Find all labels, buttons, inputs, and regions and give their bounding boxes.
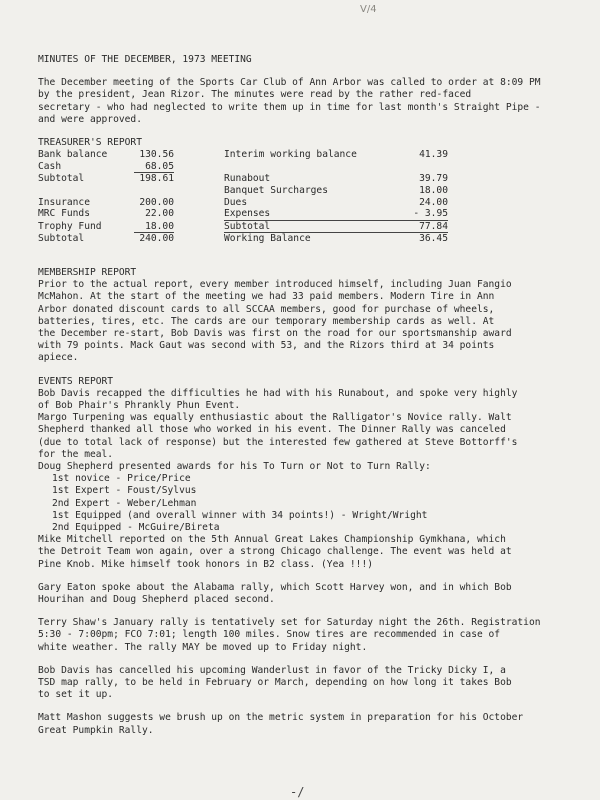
- membership-paragraph: Prior to the actual report, every member introduced himself, including Juan Fangio McMahon. At the start of the meeting we had 33 paid members. Modern Tire in Ann Arbor donated discount cards to all SCCAA members, good for purchase of wheels, batteries, tires, etc. The cards are our temporary membership cards as well. At the December re-start, Bob Davis was first on the road for our sportsmanship award with 79 points. Mack Gaut was second with 53, and the Rizors third at 34 points apiece.: [38, 279, 512, 364]
- treasurer-spacer: [174, 173, 224, 185]
- treasurer-right-value: - 3.95: [402, 208, 448, 220]
- wanderlust-paragraph: Bob Davis has cancelled his upcoming Wanderlust in favor of the Tricky Dicky I, a TSD map rally, to be held in February or March, depending on how long it takes Bob to set it up.: [38, 664, 512, 701]
- award-item: 1st Equipped (and overall winner with 34 points!) - Wright/Wright: [52, 509, 428, 521]
- treasurer-left-label: Bank balance: [38, 149, 108, 161]
- treasurer-spacer: [174, 149, 224, 161]
- treasurer-right-label: Runabout: [224, 173, 271, 185]
- treasurer-right-value: 18.00: [419, 185, 448, 196]
- treasurer-right-label: Banquet Surcharges: [224, 185, 328, 196]
- treasurer-left-value: 240.00: [139, 233, 174, 245]
- metric-paragraph: Matt Mashon suggests we brush up on the metric system in preparation for his October Great Pumpkin Rally.: [38, 712, 524, 736]
- treasurer-table: [38, 149, 448, 245]
- treasurer-right-value: 77.84: [402, 220, 448, 233]
- award-item: 1st novice - Price/Price: [52, 473, 191, 485]
- treasurer-left-value: 22.00: [145, 208, 174, 220]
- treasurer-spacer: [174, 161, 224, 173]
- treasurer-left-label: Subtotal: [38, 173, 85, 185]
- award-item: 2nd Equipped - McGuire/Bireta: [52, 522, 220, 534]
- awards-list: [38, 473, 598, 534]
- treasurer-left-value: 198.61: [139, 173, 174, 185]
- treasurer-left-value: 200.00: [139, 196, 174, 208]
- membership-heading: MEMBERSHIP REPORT: [38, 266, 137, 278]
- treasurer-right-label: Dues: [224, 196, 248, 208]
- treasurer-left-value: [134, 185, 174, 197]
- treasurer-row: [38, 220, 448, 233]
- treasurer-right-label: Subtotal: [224, 220, 402, 233]
- treasurer-spacer: [174, 208, 224, 220]
- treasurer-spacer: [174, 233, 224, 245]
- treasurer-right-label: Interim working balance: [224, 149, 357, 161]
- treasurer-right-value: 24.00: [419, 196, 448, 208]
- minutes-body: [38, 54, 598, 737]
- gymkhana-paragraph: Mike Mitchell reported on the 5th Annual Great Lakes Championship Gymkhana, which the Detroit Team won again, over a strong Chicago challenge. The event was held at Pine Knob. Mike himself took honors in B2 class. (Yea !!!): [38, 534, 512, 570]
- page-title: MINUTES OF THE DECEMBER, 1973 MEETING: [38, 54, 252, 65]
- page-mark: V/4: [360, 4, 377, 15]
- treasurer-right-value: 36.45: [419, 233, 448, 245]
- treasurer-row: [38, 185, 448, 197]
- award-item: 2nd Expert - Weber/Lehman: [52, 497, 197, 509]
- events-paragraph: Bob Davis recapped the difficulties he had with his Runabout, and spoke very highly of Bob Phair's Phrankly Phun Event. Margo Turpening was equally enthusiastic about the Ralligator's Novice rally. Walt Shepherd thanked all those who worked in his event. The Dinner Rally was canceled (due to total lack of response) but the interested few gathered at Steve Bottorff's for the meal. Doug Shepherd presented awards for his To Turn or Not to Turn Rally:: [38, 387, 518, 473]
- treasurer-row: [38, 197, 448, 209]
- events-heading: EVENTS REPORT: [38, 375, 114, 387]
- treasurer-row: [38, 233, 448, 245]
- alabama-paragraph: Gary Eaton spoke about the Alabama rally, which Scott Harvey won, and in which Bob Hourihan and Doug Shepherd placed second.: [38, 581, 512, 606]
- treasurer-left-label: Subtotal: [38, 233, 85, 245]
- treasurer-right-value: [402, 161, 448, 173]
- treasurer-left-label: [38, 185, 134, 197]
- treasurer-spacer: [174, 185, 224, 197]
- treasurer-row: [38, 208, 448, 220]
- treasurer-heading: TREASURER'S REPORT: [38, 137, 142, 149]
- treasurer-right-label: [224, 161, 402, 173]
- treasurer-left-value: 68.05: [134, 161, 174, 173]
- treasurer-right-label: Working Balance: [224, 233, 311, 245]
- treasurer-left-value: 18.00: [134, 220, 174, 233]
- treasurer-spacer: [174, 220, 224, 233]
- treasurer-left-label: Cash: [38, 161, 62, 173]
- january-rally-paragraph: Terry Shaw's January rally is tentatively set for Saturday night the 26th. Registration 5:30 - 7:00pm; FCO 7:01; length 100 miles. Snow tires are recommended in case of white weather. The rally MAY be moved up to Friday night.: [38, 617, 541, 653]
- treasurer-row: [38, 149, 448, 161]
- treasurer-left-label: MRC Funds: [38, 208, 90, 220]
- bottom-mark: -/: [290, 785, 305, 799]
- treasurer-right-value: 41.39: [419, 149, 448, 161]
- treasurer-right-value: 39.79: [419, 173, 448, 185]
- treasurer-row: [38, 161, 448, 173]
- treasurer-left-value: 130.56: [139, 149, 174, 161]
- treasurer-left-label: Insurance: [38, 196, 90, 208]
- treasurer-right-label: Expenses: [224, 208, 402, 220]
- treasurer-left-label: Trophy Fund: [38, 220, 102, 232]
- intro-paragraph: The December meeting of the Sports Car Club of Ann Arbor was called to order at 8:09 PM by the president, Jean Rizor. The minutes were read by the rather red-faced secretary - who had neglected to write them up in time for last month's Straight Pipe - and were approved.: [38, 77, 541, 125]
- award-item: 1st Expert - Foust/Sylvus: [52, 485, 197, 497]
- treasurer-spacer: [174, 197, 224, 209]
- treasurer-row: [38, 173, 448, 185]
